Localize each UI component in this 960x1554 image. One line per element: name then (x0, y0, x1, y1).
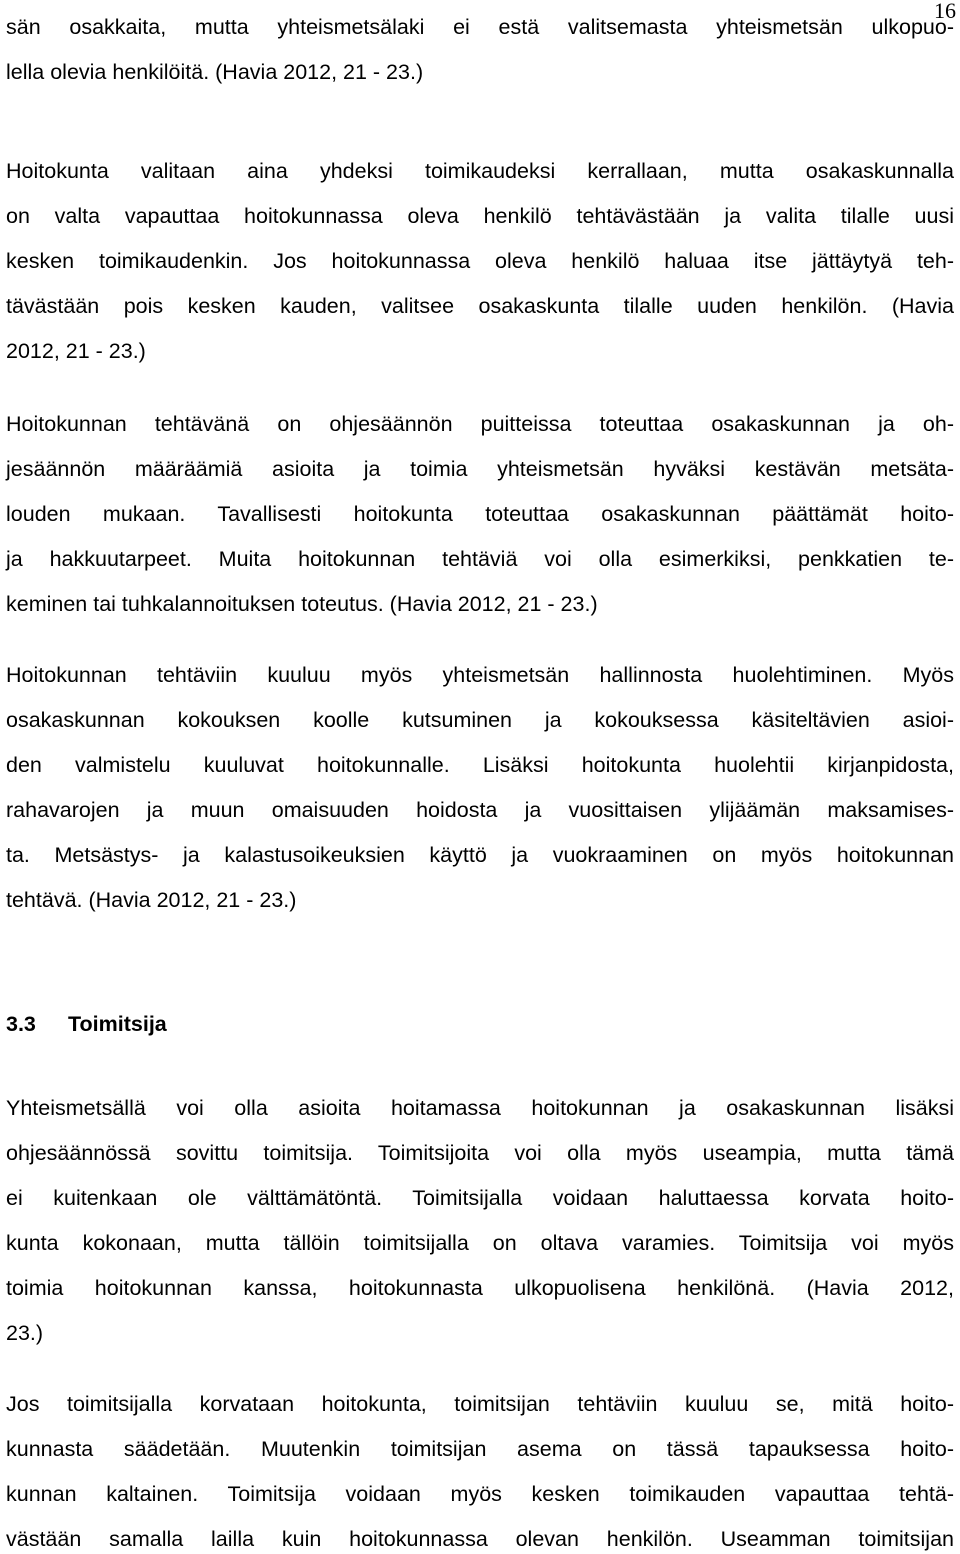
text-line: Jos toimitsijalla korvataan hoitokunta, toimitsijan tehtäviin kuuluu se, mitä hoito- (6, 1392, 954, 1416)
text-line: lella olevia henkilöitä. (Havia 2012, 21 - 23.) (6, 60, 424, 84)
text-line: Hoitokunta valitaan aina yhdeksi toimikaudeksi kerrallaan, mutta osakaskunnalla (6, 159, 954, 183)
text-line: Yhteismetsällä voi olla asioita hoitamassa hoitokunnan ja osakaskunnan lisäksi (6, 1096, 954, 1120)
text-line: den valmistelu kuuluvat hoitokunnalle. Lisäksi hoitokunta huolehtii kirjanpidosta, (6, 753, 954, 777)
text-line: kunta kokonaan, mutta tällöin toimitsijalla on oltava varamies. Toimitsija voi myös (6, 1231, 954, 1255)
text-line: rahavarojen ja muun omaisuuden hoidosta ja vuosittaisen ylijäämän maksamises- (6, 798, 954, 822)
section-number: 3.3 (6, 1012, 36, 1036)
page-number: 16 (934, 0, 956, 23)
text-line: tävästään pois kesken kauden, valitsee osakaskunta tilalle uuden henkilön. (Havia (6, 294, 954, 318)
text-line: on valta vapauttaa hoitokunnassa oleva henkilö tehtävästään ja valita tilalle uusi (6, 204, 954, 228)
text-line: kesken toimikaudenkin. Jos hoitokunnassa oleva henkilö haluaa itse jättäytyä teh- (6, 249, 954, 273)
text-line: sän osakkaita, mutta yhteismetsälaki ei estä valitsemasta yhteismetsän ulkopuo- (6, 15, 954, 39)
text-line: ei kuitenkaan ole välttämätöntä. Toimitsijalla voidaan haluttaessa korvata hoito- (6, 1186, 954, 1210)
text-line: jesäännön määräämiä asioita ja toimia yhteismetsän hyväksi kestävän metsäta- (6, 457, 954, 481)
text-line: ta. Metsästys- ja kalastusoikeuksien käyttö ja vuokraaminen on myös hoitokunnan (6, 843, 954, 867)
text-line: ja hakkuutarpeet. Muita hoitokunnan tehtäviä voi olla esimerkiksi, penkkatien te- (6, 547, 954, 571)
text-line: keminen tai tuhkalannoituksen toteutus. (Havia 2012, 21 - 23.) (6, 592, 598, 616)
text-line: Hoitokunnan tehtävänä on ohjesäännön puitteissa toteuttaa osakaskunnan ja oh- (6, 412, 954, 436)
text-line: Hoitokunnan tehtäviin kuuluu myös yhteismetsän hallinnosta huolehtiminen. Myös (6, 663, 954, 687)
text-line: kunnasta säädetään. Muutenkin toimitsijan asema on tässä tapauksessa hoito- (6, 1437, 954, 1461)
text-line: ohjesäännössä sovittu toimitsija. Toimitsijoita voi olla myös useampia, mutta tämä (6, 1141, 954, 1165)
text-line: osakaskunnan kokouksen koolle kutsuminen ja kokouksessa käsiteltävien asioi- (6, 708, 954, 732)
text-line: 23.) (6, 1321, 44, 1345)
text-line: kunnan kaltainen. Toimitsija voidaan myös kesken toimikauden vapauttaa tehtä- (6, 1482, 954, 1506)
text-line: tehtävä. (Havia 2012, 21 - 23.) (6, 888, 297, 912)
text-line: louden mukaan. Tavallisesti hoitokunta toteuttaa osakaskunnan päättämät hoito- (6, 502, 954, 526)
section-heading (6, 1009, 167, 1039)
text-line: västään samalla lailla kuin hoitokunnassa olevan henkilön. Useamman toimitsijan (6, 1527, 954, 1551)
section-title: Toimitsija (68, 1012, 167, 1036)
text-line: 2012, 21 - 23.) (6, 339, 146, 363)
text-line: toimia hoitokunnan kanssa, hoitokunnasta ulkopuolisena henkilönä. (Havia 2012, (6, 1276, 954, 1300)
